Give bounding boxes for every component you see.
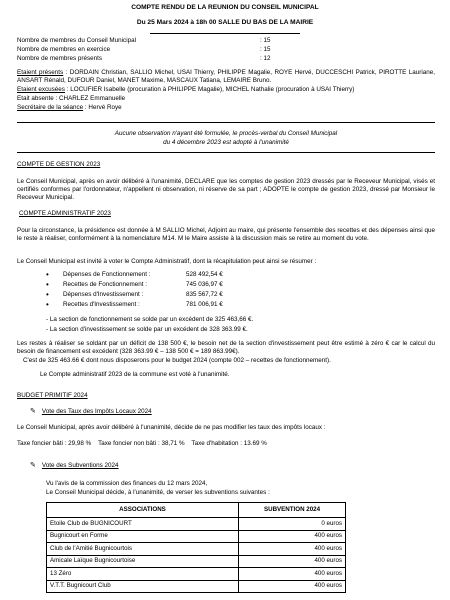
pen-arrow-icon: ✎ <box>30 408 36 415</box>
section-fonctionnement: - La section de fonctionnement se solde par un excédent de 325 463,66 €. <box>46 316 254 323</box>
compte-admin-vote-line: Le Conseil Municipal est invité à voter le Compte Administratif, dont la récapitulation peut ainsi se résumer : <box>17 258 317 265</box>
subvention-amount: 400 euros <box>239 568 346 581</box>
stat-in-office <box>17 46 317 55</box>
observation-line-1: Aucune observation n'ayant été formulée, le procès-verbal du Conseil Municipal <box>114 130 338 137</box>
report-date: Du 25 Mars 2024 à 18h 00 SALLE DU BAS DE LA MAIRIE <box>136 19 314 26</box>
association-name: Amicale Laïque Bugnicourtoise <box>47 555 239 568</box>
table-header-row <box>47 503 346 518</box>
stat-label: Nombre de membres en exercice <box>17 46 111 53</box>
admin-item-depenses-fonct <box>46 271 346 280</box>
subvention-amount: 0 euros <box>239 518 346 531</box>
secretary-label: Secrétaire de la séance <box>17 104 84 111</box>
subvention-amount: 400 euros <box>239 580 346 593</box>
subventions-commission-line: Vu l'avis de la commission des finances du 12 mars 2024, <box>46 480 208 487</box>
present-list: : DORDAIN Christian, SALLIO Michel, USAI Thierry, PHILIPPE Magalie, ROYE Hervé, DUCCESCHI Patrick, PIROTTE Lauriane, ANSART Rénald, DUFOUR Daniel, MANET Maxime, MASCAUX Tatiana, LEMAIRE Bruno. <box>17 69 435 84</box>
subvention-amount: 400 euros <box>239 543 346 556</box>
bullet-icon: • <box>46 300 49 309</box>
association-name: Club de l'Amitié Bugnicourtois <box>47 543 239 556</box>
secretary-name: : Hervé Roye <box>83 104 122 111</box>
item-value: 835 567,72 € <box>186 291 223 298</box>
item-label: Dépenses de Fonctionnement : <box>63 271 151 278</box>
item-label: Recettes de Fonctionnement : <box>63 281 148 288</box>
secretary <box>17 104 435 112</box>
taux-heading: Vote des Taux des Impôts Locaux 2024 <box>41 408 152 415</box>
admin-item-recettes-invest <box>46 301 346 310</box>
excused-list: : LOCUFIER Isabelle (procuration à PHILIPPE Magalie), MICHEL Nathalie (procuration à USAI Thierry) <box>64 86 355 93</box>
item-label: Recettes d'Investissement : <box>63 301 140 308</box>
bullet-icon: • <box>46 290 49 299</box>
stat-value: : 12 <box>260 55 271 62</box>
table-row <box>47 530 346 543</box>
table-row <box>47 543 346 556</box>
subventions-table <box>46 502 346 593</box>
admin-item-depenses-invest <box>46 291 346 300</box>
present-label: Etaient présents <box>17 69 64 76</box>
subventions-subheading <box>30 462 119 471</box>
compte-admin-adopted: Le Compte administratif 2023 de la commune est voté à l'unanimité. <box>40 371 230 378</box>
taux-subheading <box>30 408 152 417</box>
stat-present <box>17 55 317 64</box>
item-value: 745 036,97 € <box>186 281 223 288</box>
item-value: 528 492,54 € <box>186 271 223 278</box>
excused-label: Etaient excusées <box>17 86 65 93</box>
stat-label: Nombre de membres du Conseil Municipal <box>17 37 136 44</box>
observation-rule-top <box>17 122 435 123</box>
subventions-heading: Vote des Subventions 2024 <box>41 462 119 469</box>
observation-rule-bottom <box>17 152 435 153</box>
association-name: Bugnicourt en Forme <box>47 530 239 543</box>
section-investissement: - La section d'investissement se solde par un excédent de 328 363.99 €. <box>46 326 248 333</box>
report-title: COMPTE RENDU DE LA REUNION DU CONSEIL MUNICIPAL <box>131 4 319 11</box>
budget-heading: BUDGET PRIMITIF 2024 <box>17 392 88 399</box>
table-row <box>47 518 346 531</box>
column-header-associations: ASSOCIATIONS <box>47 503 239 518</box>
subvention-amount: 400 euros <box>239 555 346 568</box>
admin-item-recettes-fonct <box>46 281 346 290</box>
title-rule <box>150 33 300 34</box>
compte-admin-text: Pour la circonstance, la présidence est donnée à M SALLIO Michel, Adjoint au maire, qui présente l'ensemble des recettes et des dépenses ainsi que le reste à réaliser, conformément à la nomenclature M14. M le Maire assiste à la discussion mais se retire au moment du vote. <box>17 227 435 242</box>
present-members <box>17 69 435 85</box>
association-name: 13 Zéro <box>47 568 239 581</box>
observation-line-2: du 4 décembre 2023 est adopté à l'unanimité <box>163 139 289 146</box>
column-header-subvention: SUBVENTION 2024 <box>239 503 346 518</box>
compte-admin-heading: COMPTE ADMINISTRATIF 2023 <box>19 210 111 217</box>
subvention-amount: 400 euros <box>239 530 346 543</box>
stat-value: : 15 <box>260 37 271 44</box>
pen-arrow-icon: ✎ <box>30 462 36 469</box>
table-row <box>47 580 346 593</box>
bullet-icon: • <box>46 270 49 279</box>
excused-members <box>17 86 435 94</box>
item-label: Dépenses d'Investissement : <box>63 291 144 298</box>
association-name: Etoile Club de BUGNICOURT <box>47 518 239 531</box>
item-value: 781 006,91 € <box>186 301 223 308</box>
table-row <box>47 568 346 581</box>
stat-members <box>17 37 317 46</box>
table-row <box>47 555 346 568</box>
taux-text: Le Conseil Municipal, après avoir délibéré à l'unanimité, décide de ne pas modifier les taux des impôts locaux : <box>17 424 326 431</box>
compte-gestion-text: Le Conseil Municipal, après en avoir délibéré à l'unanimité, DECLARE que les comptes de gestion 2023 dressés par le Receveur Municipal, visés et certifiés conformes par l'ordonnateur, n'appellent ni observation, ni réserve de sa part ; ADOPTE le compte de gestion 2023, dressé par Monsieur le Receveur Municipal. <box>17 178 435 201</box>
stat-label: Nombre de membres présents <box>17 55 103 62</box>
reste-disponible-line: C'est de 325 463.66 € dont nous disposerons pour le budget 2024 (compte 002 – recettes de fonctionnement). <box>23 357 331 364</box>
absent-member: Etait absente : CHARLEZ Emmanuelle <box>17 95 126 102</box>
taux-values: Taxe foncier bâti : 29,98 % Taxe foncier non bâti : 38,71 % Taxe d'habitation : 13.69 % <box>17 440 267 447</box>
stat-value: : 15 <box>260 46 271 53</box>
association-name: V.T.T. Bugnicourt Club <box>47 580 239 593</box>
subventions-decision-line: Le Conseil Municipal décide, à l'unanimité, de verser les subventions suivantes : <box>46 489 270 496</box>
compte-gestion-heading: COMPTE DE GESTION 2023 <box>17 161 101 168</box>
bullet-icon: • <box>46 280 49 289</box>
reste-a-realiser-text: Les restes à réaliser se soldant par un déficit de 138 500 €, le besoin net de la section d'investissement peut être estimé à zéro € car le calcul du besoin de financement est excédent (328 363.99 € – 138 500 € = 189 863.99€). <box>17 340 435 355</box>
